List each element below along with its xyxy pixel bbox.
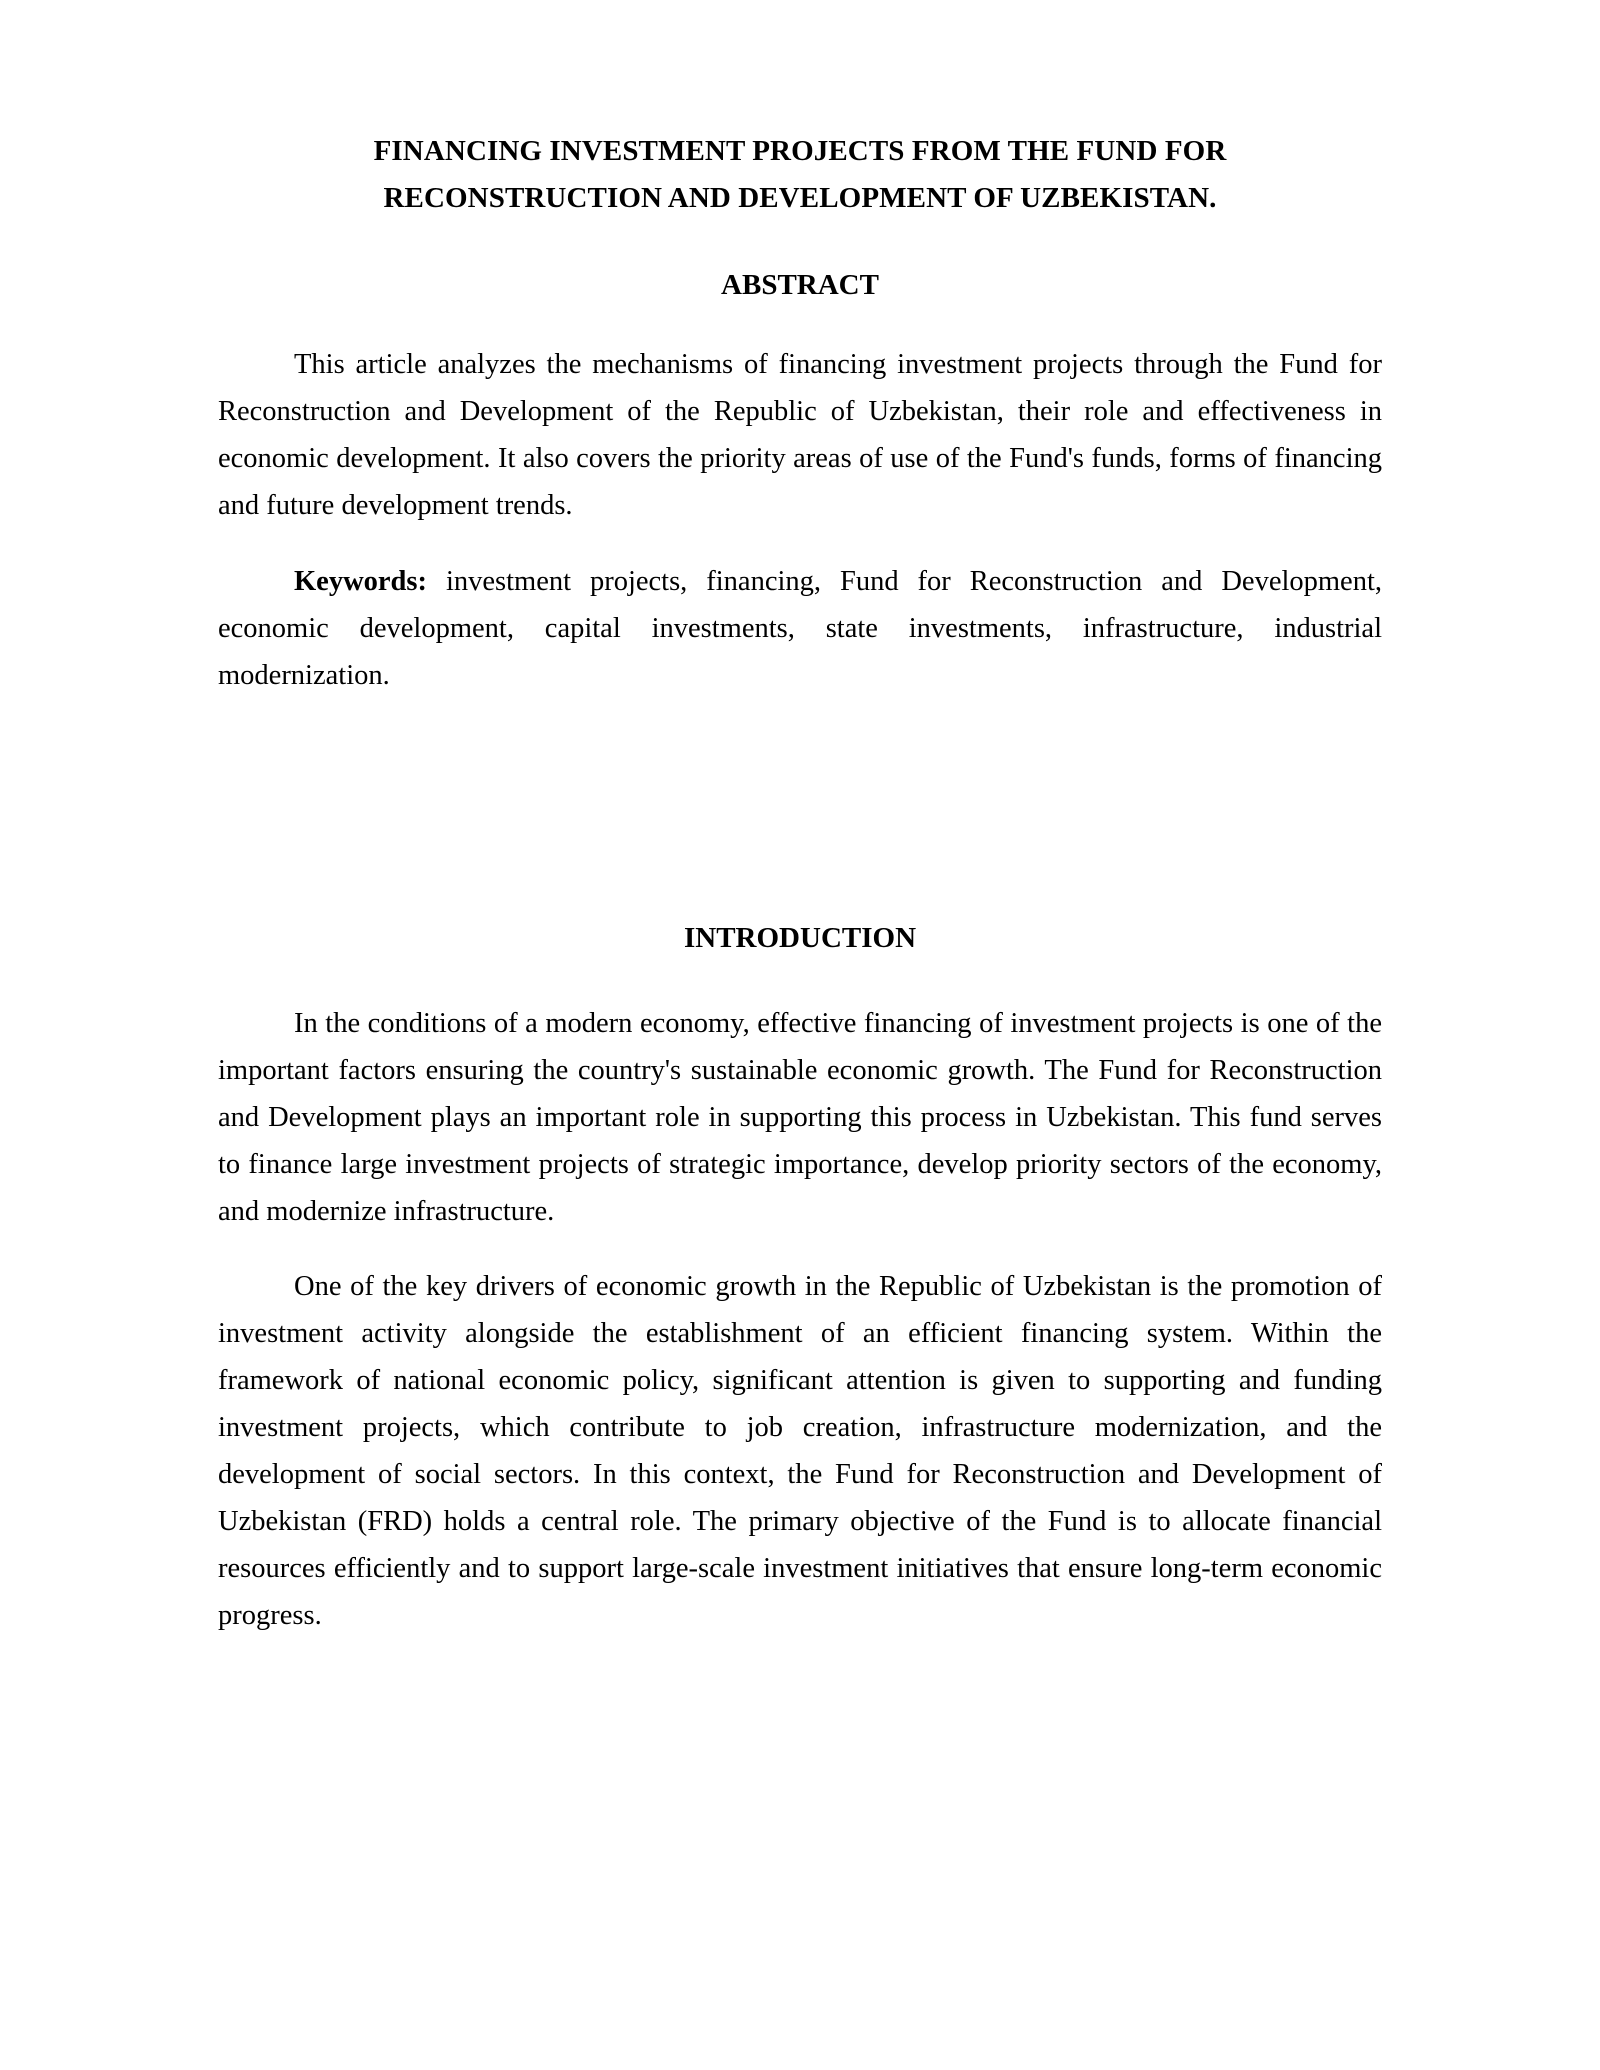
- keywords-paragraph: [218, 558, 1382, 699]
- introduction-heading: INTRODUCTION: [683, 921, 917, 954]
- introduction-paragraph-2: One of the key drivers of economic growth in the Republic of Uzbekistan is the promotion of investment activity alongside the establishment of an efficient financing system. Within the framework of national economic policy, significant attention is given to supporting and funding investment projects, which contribute to job creation, infrastructure modernization, and the development of social sectors. In this context, the Fund for Reconstruction and Development of Uzbekistan (FRD) holds a central role. The primary objective of the Fund is to allocate financial resources efficiently and to support large-scale investment initiatives that ensure long-term economic progress.: [218, 1271, 1382, 1632]
- page-title: [218, 128, 1382, 222]
- abstract-heading: ABSTRACT: [721, 268, 879, 301]
- keywords-label: Keywords:: [294, 565, 427, 597]
- page-title-line-2: RECONSTRUCTION AND DEVELOPMENT OF UZBEKISTAN.: [383, 181, 1217, 214]
- abstract-paragraph: This article analyzes the mechanisms of financing investment projects through the Fund for Reconstruction and Development of the Republic of Uzbekistan, their role and effectiveness in economic development. It also covers the priority areas of use of the Fund's funds, forms of financing and future development trends.: [218, 349, 1382, 522]
- introduction-paragraph-1: In the conditions of a modern economy, effective financing of investment projects is one of the important factors ensuring the country's sustainable economic growth. The Fund for Reconstruction and Development plays an important role in supporting this process in Uzbekistan. This fund serves to finance large investment projects of strategic importance, develop priority sectors of the economy, and modernize infrastructure.: [218, 1008, 1382, 1228]
- section-spacer: [218, 727, 1382, 767]
- keywords-list: investment projects, financing, Fund for Reconstruction and Development, economic development, capital investments, state investments, infrastructure, industrial modernization.: [218, 565, 1382, 691]
- page-title-line-1: FINANCING INVESTMENT PROJECTS FROM THE FUND FOR: [373, 135, 1227, 167]
